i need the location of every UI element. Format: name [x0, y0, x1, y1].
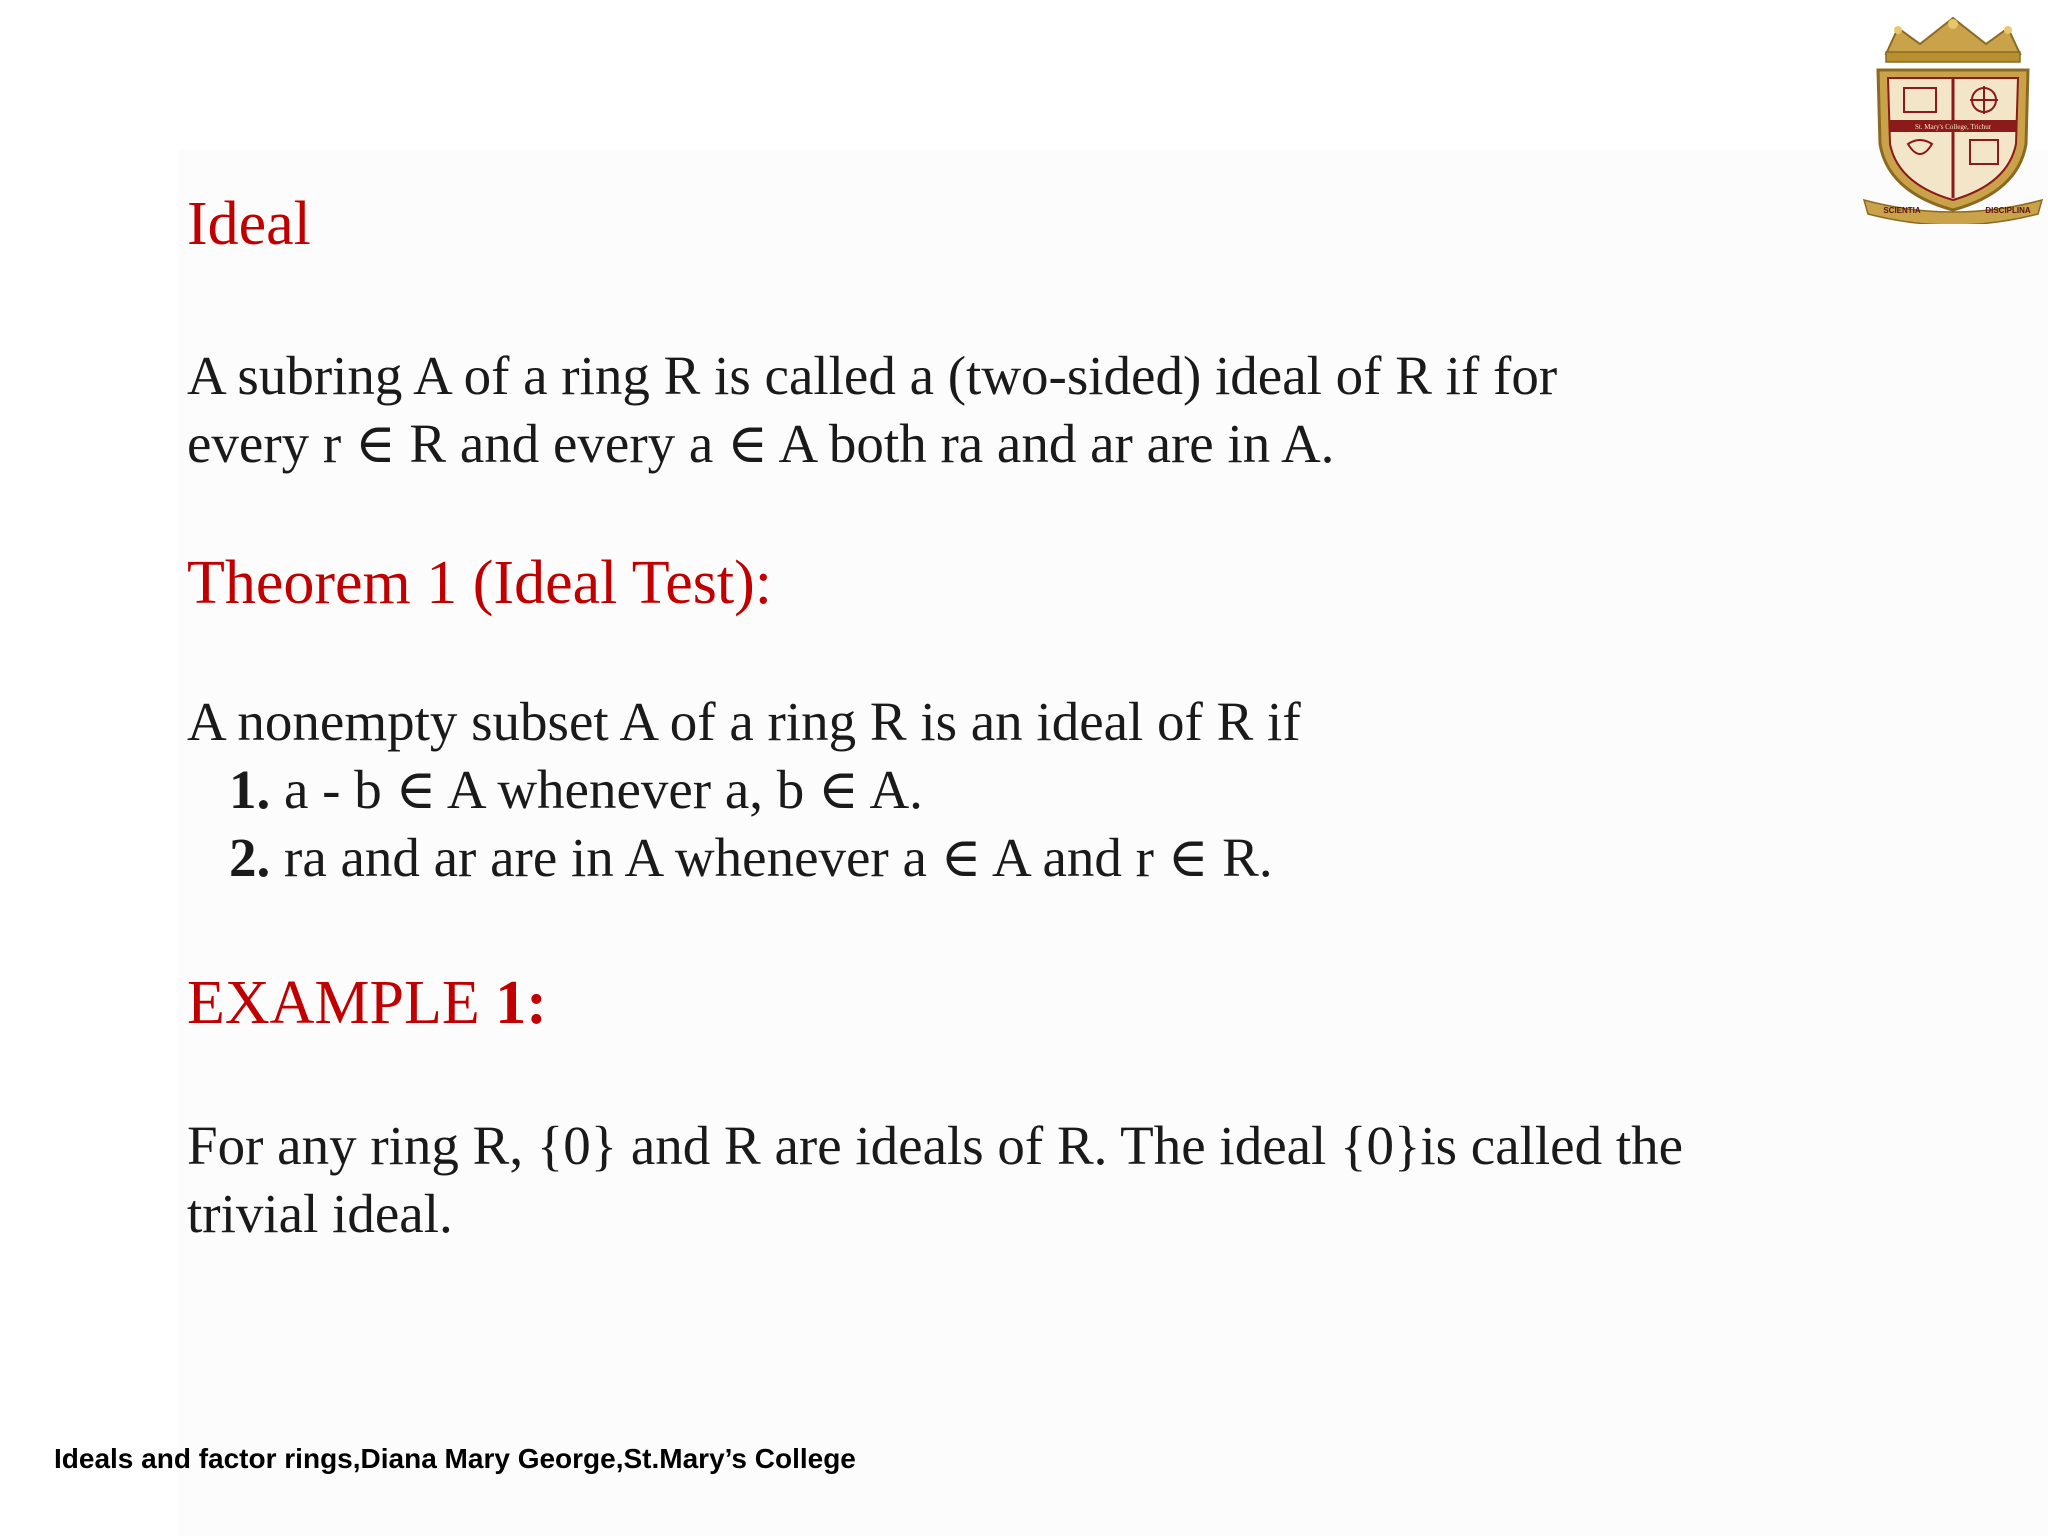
- example-number: 1:: [495, 969, 547, 1037]
- example-label: EXAMPLE: [187, 969, 496, 1037]
- definition-paragraph: [187, 342, 1557, 478]
- list-item-text: ra and ar are in A whenever a ∈ A and r ∈ R.: [270, 827, 1273, 888]
- heading-theorem: Theorem 1 (Ideal Test):: [187, 549, 773, 617]
- list-item: [187, 756, 1301, 824]
- example-line-2: trivial ideal.: [187, 1183, 453, 1244]
- motto-right: DISCIPLINA: [1985, 206, 2031, 215]
- list-item-number: 2.: [229, 827, 271, 888]
- footer-credit: Ideals and factor rings,Diana Mary George,St.Mary’s College: [54, 1443, 856, 1474]
- theorem-paragraph: [187, 688, 1301, 892]
- college-crest-logo: [1858, 14, 2048, 224]
- motto-left: SCIENTIA: [1883, 206, 1921, 215]
- shield-icon: [1878, 70, 2028, 210]
- definition-line-2: every r ∈ R and every a ∈ A both ra and ar are in A.: [187, 413, 1335, 474]
- crest-banner-text: St. Mary's College, Trichur: [1914, 123, 1992, 131]
- example-paragraph: [187, 1112, 1683, 1248]
- list-item-text: a - b ∈ A whenever a, b ∈ A.: [270, 759, 923, 820]
- heading-ideal: Ideal: [187, 190, 311, 258]
- list-item: [187, 824, 1301, 892]
- list-item-number: 1.: [229, 759, 271, 820]
- crown-icon: [1886, 18, 2020, 62]
- example-line-1: For any ring R, {0} and R are ideals of R. The ideal {0}is called the: [187, 1115, 1684, 1176]
- theorem-intro: A nonempty subset A of a ring R is an ideal of R if: [187, 691, 1301, 752]
- definition-line-1: A subring A of a ring R is called a (two-sided) ideal of R if for: [187, 345, 1558, 406]
- heading-example: [187, 969, 547, 1037]
